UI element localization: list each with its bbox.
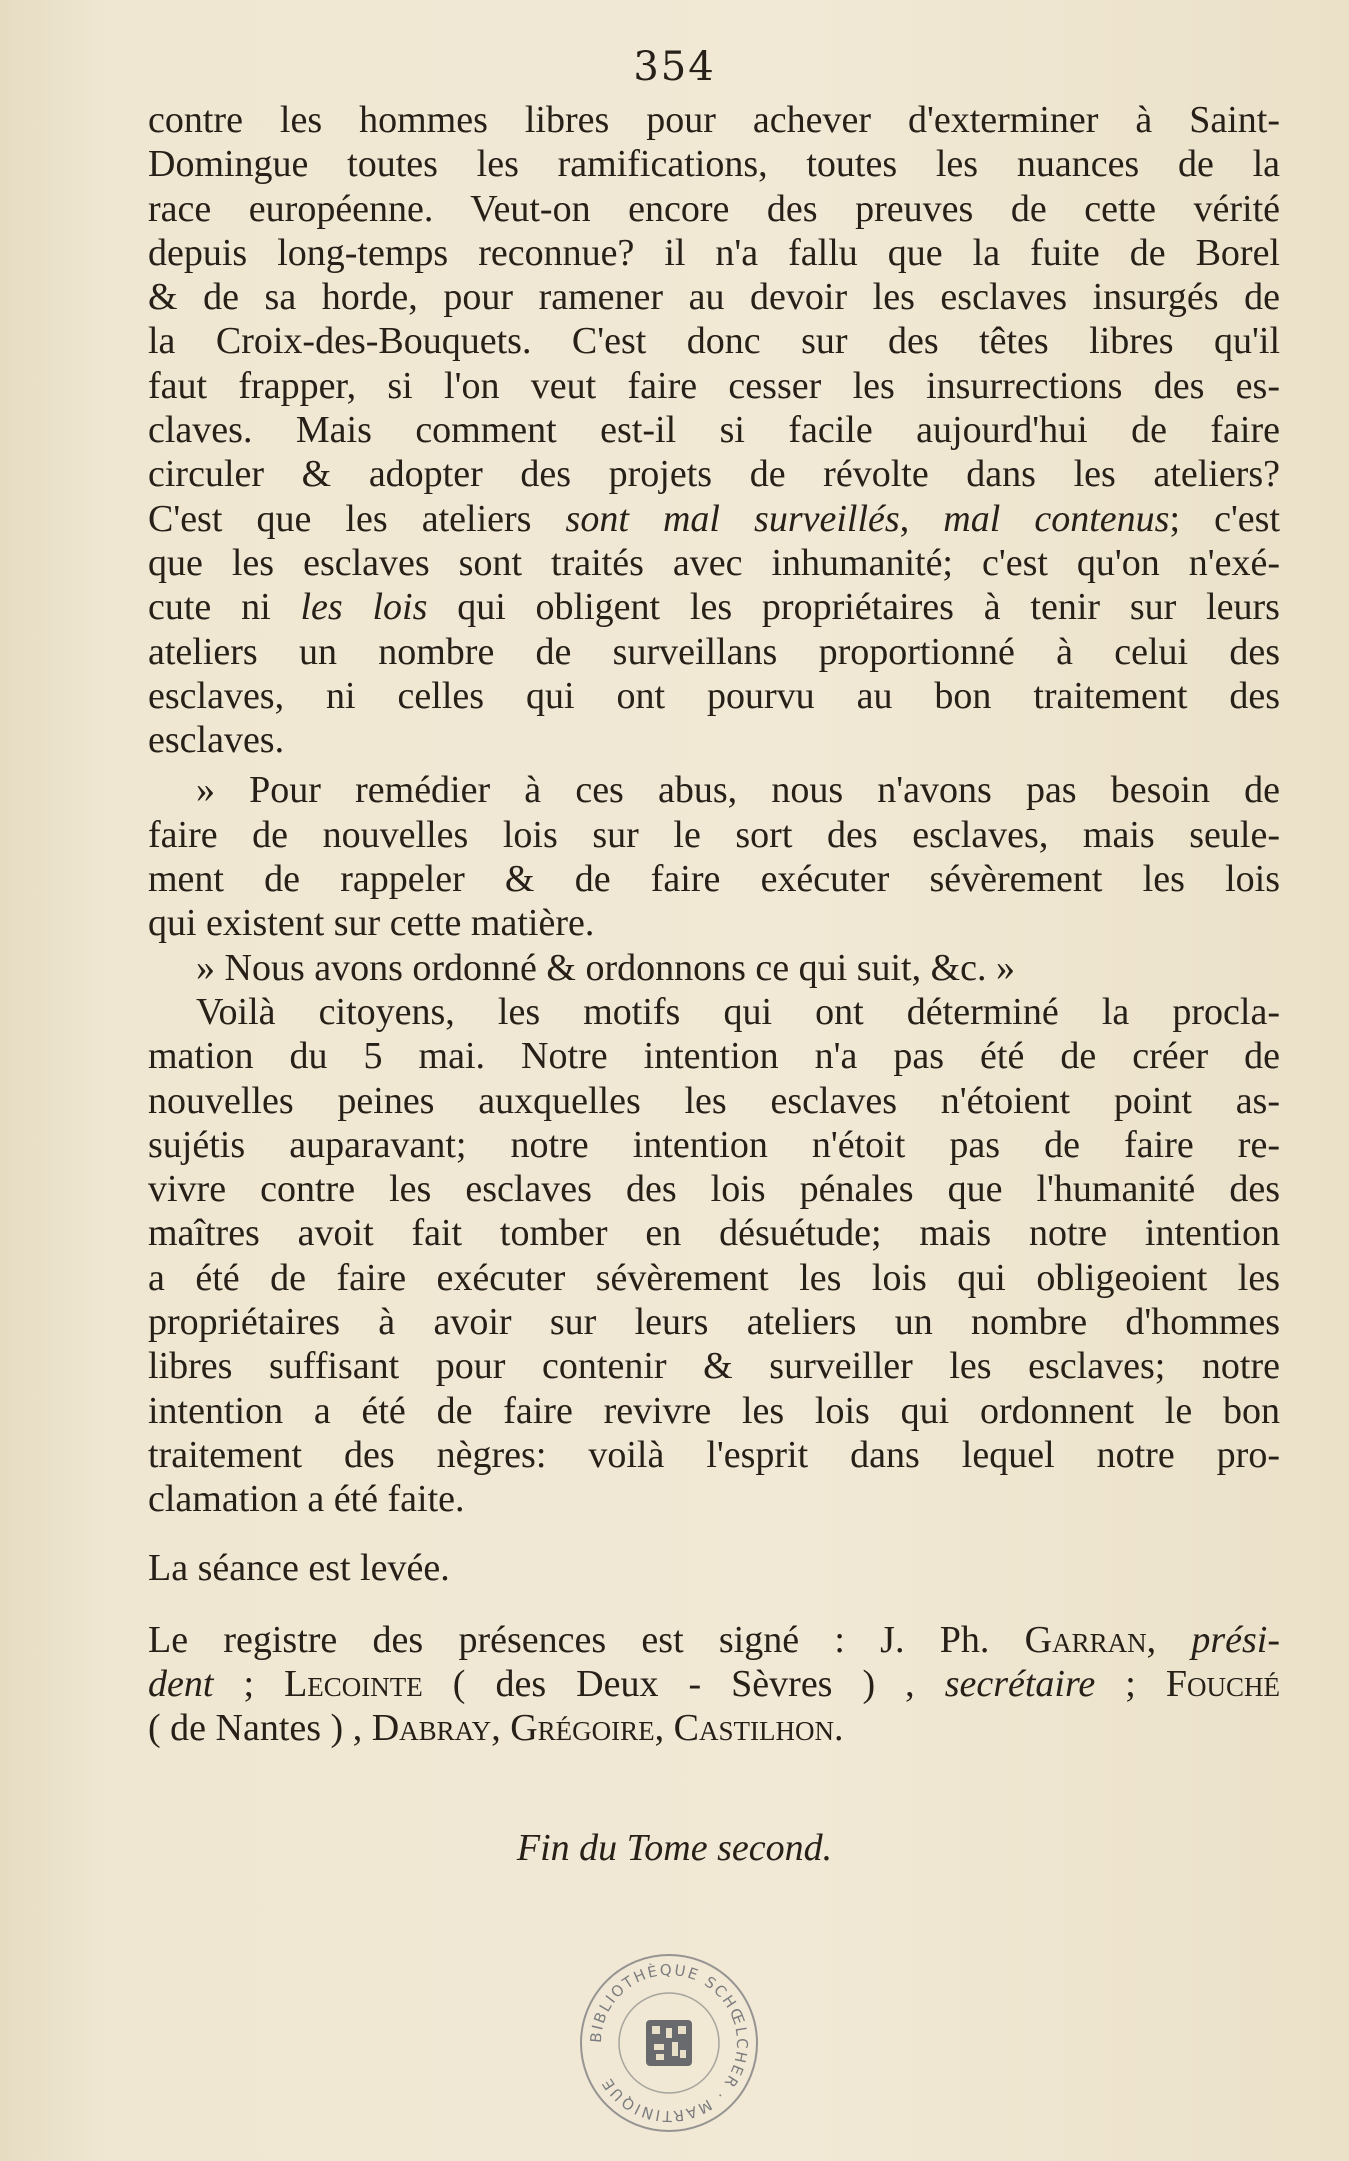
italic-text: mal contenus [943,497,1170,540]
text-line [148,1618,1280,1662]
text-line: Domingue toutes les ramifications, toutes les nuances de la [148,143,1280,186]
text-fragment: qui obligent les propriétaires à tenir sur leurs [427,586,1280,629]
text-line: esclaves, ni celles qui ont pourvu au bon traitement des [148,674,1280,717]
text-line [148,1706,1280,1750]
signatory-name: Fouché [1165,1663,1281,1706]
text-line: » Nous avons ordonné & ordonnons ce qui suit, &c. » [196,946,1016,989]
text-fragment: , [654,1707,674,1750]
text-fragment: ; c'est [1169,497,1281,540]
text-line: claves. Mais comment est-il si facile aujourd'hui de faire [148,409,1280,452]
text-fragment: , [899,497,944,540]
signatory-name: Lecointe [284,1663,423,1706]
seance-levee [148,1546,1280,1590]
signatory-name: Dabray [371,1707,492,1750]
text-fragment: ( de Nantes ) , [148,1707,372,1750]
text-line: traitement des nègres: voilà l'esprit dans lequel notre pro- [148,1433,1280,1476]
stamp-text: BIBLIOTHÈQUE SCHŒLCHER · MARTINIQUE [586,1960,752,2126]
page-number: 354 [633,44,716,90]
text-fragment: ; [213,1663,285,1706]
italic-text: sont mal surveillés [565,497,900,540]
text-fragment: C'est que les ateliers [148,497,566,540]
signatory-name: Grégoire [510,1707,655,1750]
text-line: a été de faire exécuter sévèrement les lois qui obligeoient les [148,1256,1280,1299]
role-text: prési- [1191,1618,1281,1661]
text-line: libres suffisant pour contenir & surveiller les esclaves; notre [148,1345,1280,1388]
paragraph-3 [148,946,1280,990]
text-fragment: ( des Deux - Sèvres ) , [422,1663,945,1706]
text-fragment: , [491,1707,511,1750]
text-line: ment de rappeler & de faire exécuter sévèrement les lois [148,858,1280,901]
signatory-name: Castilhon. [673,1707,844,1750]
text-line: maîtres avoit fait tomber en désuétude; mais notre intention [148,1212,1280,1255]
library-stamp-icon [574,1948,764,2138]
text-line: propriétaires à avoir sur leurs ateliers un nombre d'hommes [148,1301,1280,1344]
text-line: la Croix-des-Bouquets. C'est donc sur des têtes libres qu'il [148,320,1280,363]
text-line: race européenne. Veut-on encore des preuves de cette vérité [148,187,1280,230]
signatory-name: Garran [1024,1618,1147,1661]
text-line: & de sa horde, pour ramener au devoir les esclaves insurgés de [148,276,1280,319]
paragraph-4 [148,990,1280,1522]
text-line: intention a été de faire revivre les lois qui ordonnent le bon [148,1389,1280,1432]
text-line: » Pour remédier à ces abus, nous n'avons pas besoin de [196,769,1280,812]
text-line: sujétis auparavant; notre intention n'étoit pas de faire re- [148,1123,1280,1166]
text-line [148,1662,1280,1706]
text-line: faut frapper, si l'on veut faire cesser les insurrections des es- [148,364,1280,407]
paragraph-1 [148,98,1280,762]
text-line [148,497,1280,541]
role-text: secrétaire [944,1663,1096,1706]
registre-signatures [148,1618,1280,1751]
text-line: ateliers un nombre de surveillans proportionné à celui des [148,630,1280,673]
text-fragment: Le registre des présences est signé : J. Ph. [148,1618,1025,1661]
paragraph-2 [148,768,1280,945]
text-fragment: ; [1095,1663,1166,1706]
text-line: contre les hommes libres pour achever d'exterminer à Saint- [148,99,1280,141]
text-line: faire de nouvelles lois sur le sort des esclaves, mais seule- [148,813,1280,856]
role-text: dent [148,1663,214,1706]
text-line: nouvelles peines auxquelles les esclaves n'étoient point as- [148,1079,1280,1122]
fin-du-tome: Fin du Tome second. [516,1827,833,1869]
text-fragment: , [1146,1618,1192,1661]
text-line: La séance est levée. [148,1546,450,1589]
text-line: Voilà citoyens, les motifs qui ont déterminé la procla- [196,990,1280,1033]
text-line: vivre contre les esclaves des lois pénales que l'humanité des [148,1168,1280,1211]
text-fragment: cute ni [148,586,301,629]
italic-text: les lois [300,586,428,629]
text-line: circuler & adopter des projets de révolte dans les ateliers? [148,453,1280,496]
text-line [148,585,1280,629]
text-line: clamation a été faite. [148,1478,465,1521]
page-text [148,98,1280,1751]
text-line: depuis long-temps reconnue? il n'a fallu que la fuite de Borel [148,231,1280,274]
text-line: esclaves. [148,719,285,762]
text-line: qui existent sur cette matière. [148,902,595,945]
text-line: mation du 5 mai. Notre intention n'a pas été de créer de [148,1035,1280,1078]
text-line: que les esclaves sont traités avec inhumanité; c'est qu'on n'exé- [148,541,1280,584]
